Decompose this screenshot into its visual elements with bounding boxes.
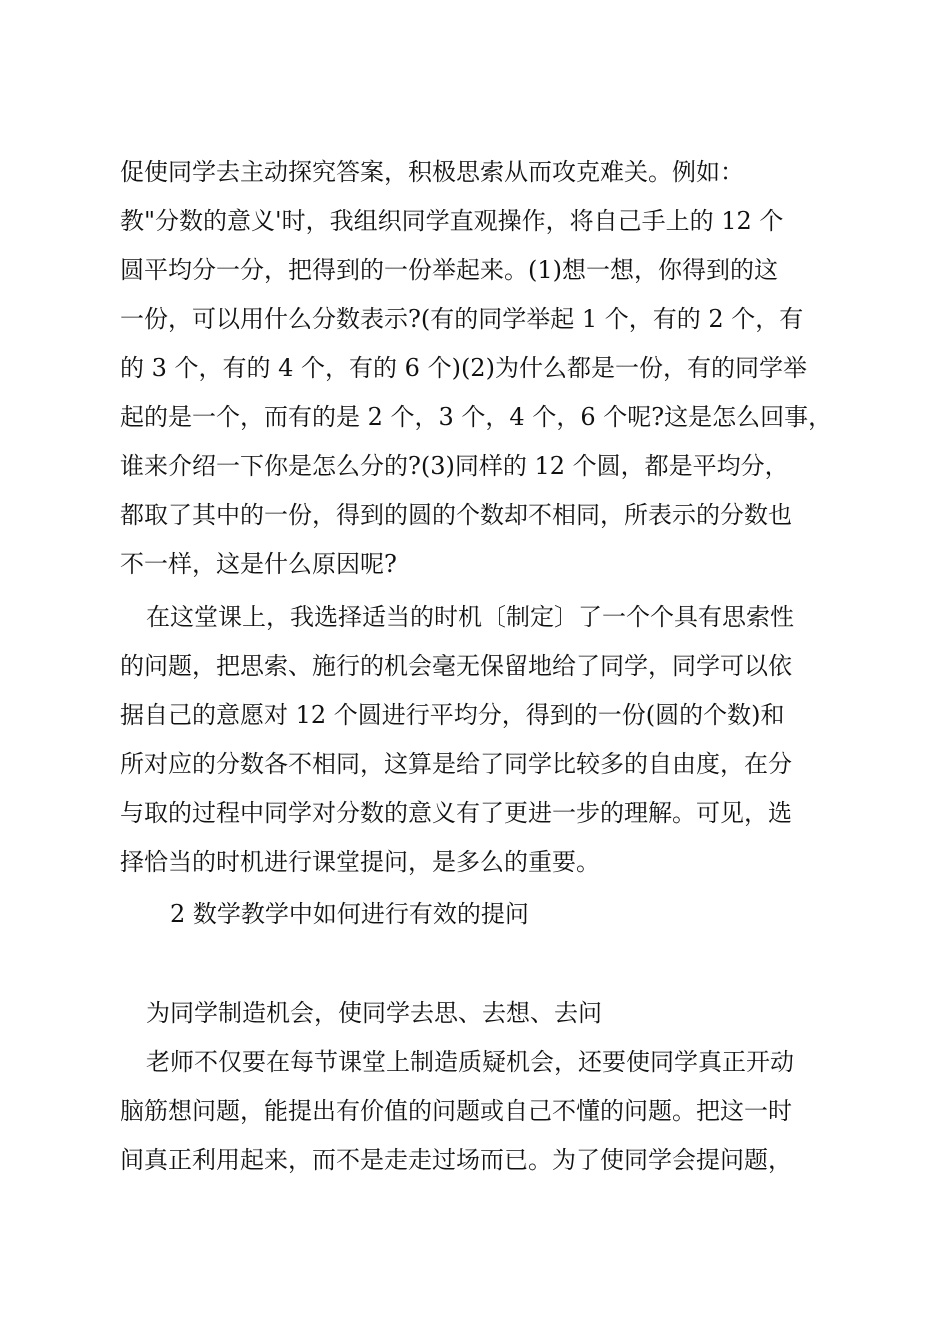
section-heading: 2 数学教学中如何进行有效的提问 — [170, 900, 529, 928]
text-line: 圆平均分一分，把得到的一份举起来。(1)想一想，你得到的这 — [120, 256, 778, 284]
text-line: 促使同学去主动探究答案，积极思索从而攻克难关。例如： — [120, 158, 744, 186]
text-line: 的问题，把思索、施行的机会毫无保留地给了同学，同学可以依 — [120, 652, 792, 680]
text-line: 据自己的意愿对 12 个圆进行平均分，得到的一份(圆的个数)和 — [120, 701, 785, 729]
text-line: 都取了其中的一份，得到的圆的个数却不相同，所表示的分数也 — [120, 501, 792, 529]
text-line: 择恰当的时机进行课堂提问，是多么的重要。 — [120, 848, 600, 876]
text-line: 的 3 个，有的 4 个，有的 6 个)(2)为什么都是一份，有的同学举 — [120, 354, 807, 382]
subheading: 为同学制造机会，使同学去思、去想、去问 — [146, 999, 602, 1027]
text-line: 老师不仅要在每节课堂上制造质疑机会，还要使同学真正开动 — [146, 1048, 794, 1076]
text-line: 脑筋想问题，能提出有价值的问题或自己不懂的问题。把这一时 — [120, 1097, 792, 1125]
text-line: 起的是一个，而有的是 2 个，3 个，4 个，6 个呢?这是怎么回事， — [120, 403, 833, 431]
text-line: 间真正利用起来，而不是走走过场而已。为了使同学会提问题， — [120, 1146, 792, 1174]
text-line: 谁来介绍一下你是怎么分的?(3)同样的 12 个圆，都是平均分， — [120, 452, 789, 480]
text-line: 所对应的分数各不相同，这算是给了同学比较多的自由度，在分 — [120, 750, 792, 778]
text-line: 一份，可以用什么分数表示?(有的同学举起 1 个，有的 2 个，有 — [120, 305, 804, 333]
text-line: 与取的过程中同学对分数的意义有了更进一步的理解。可见，选 — [120, 799, 792, 827]
text-line: 教"分数的意义'时，我组织同学直观操作，将自己手上的 12 个 — [120, 207, 784, 235]
text-line: 在这堂课上，我选择适当的时机〔制定〕了一个个具有思索性 — [146, 603, 794, 631]
text-line: 不一样，这是什么原因呢? — [120, 550, 397, 578]
